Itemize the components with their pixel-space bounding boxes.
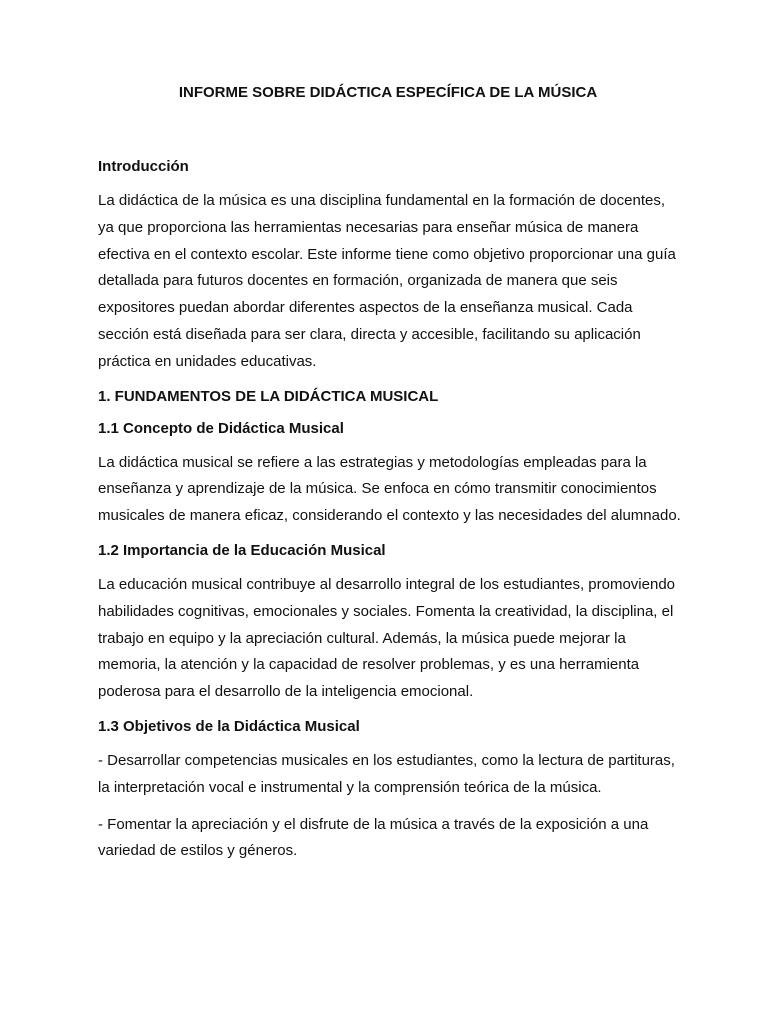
intro-heading: Introducción <box>98 158 189 175</box>
document-title: INFORME SOBRE DIDÁCTICA ESPECÍFICA DE LA MÚSICA <box>178 84 598 101</box>
intro-paragraph: La didáctica de la música es una disciplina fundamental en la formación de docentes, ya que proporciona las herramientas necesarias para enseñar música de manera efectiva en el contexto escolar. Este informe tiene como objetivo proporcionar una guía detallada para futuros docentes en formación, organizada de manera que seis expositores puedan abordar diferentes aspectos de la enseñanza musical. Cada sección está diseñada para ser clara, directa y accesible, facilitando su aplicación práctica en unidades educativas. <box>98 192 676 370</box>
section-1-3-heading: 1.3 Objetivos de la Didáctica Musical <box>98 717 360 735</box>
section-1-2-heading: 1.2 Importancia de la Educación Musical <box>98 541 386 559</box>
section-1-1-heading: 1.1 Concepto de Didáctica Musical <box>98 419 344 437</box>
document-body <box>98 156 684 875</box>
section-1-1-paragraph: La didáctica musical se refiere a las estrategias y metodologías empleadas para la enseñanza y aprendizaje de la música. Se enfoca en cómo transmitir conocimientos musicales de manera eficaz, considerando el contexto y las necesidades del alumnado. <box>98 453 681 525</box>
section-1-heading: 1. FUNDAMENTOS DE LA DIDÁCTICA MUSICAL <box>98 387 439 405</box>
section-1-2-paragraph: La educación musical contribuye al desarrollo integral de los estudiantes, promoviendo habilidades cognitivas, emocionales y sociales. Fomenta la creatividad, la disciplina, el trabajo en equipo y la apreciación cultural. Además, la música puede mejorar la memoria, la atención y la capacidad de resolver problemas, y es una herramienta poderosa para el desarrollo de la inteligencia emocional. <box>98 575 676 701</box>
objective-item-1: - Desarrollar competencias musicales en los estudiantes, como la lectura de partituras, la interpretación vocal e instrumental y la comprensión teórica de la música. <box>98 751 675 796</box>
objective-item-2: - Fomentar la apreciación y el disfrute de la música a través de la exposición a una variedad de estilos y géneros. <box>98 815 649 860</box>
